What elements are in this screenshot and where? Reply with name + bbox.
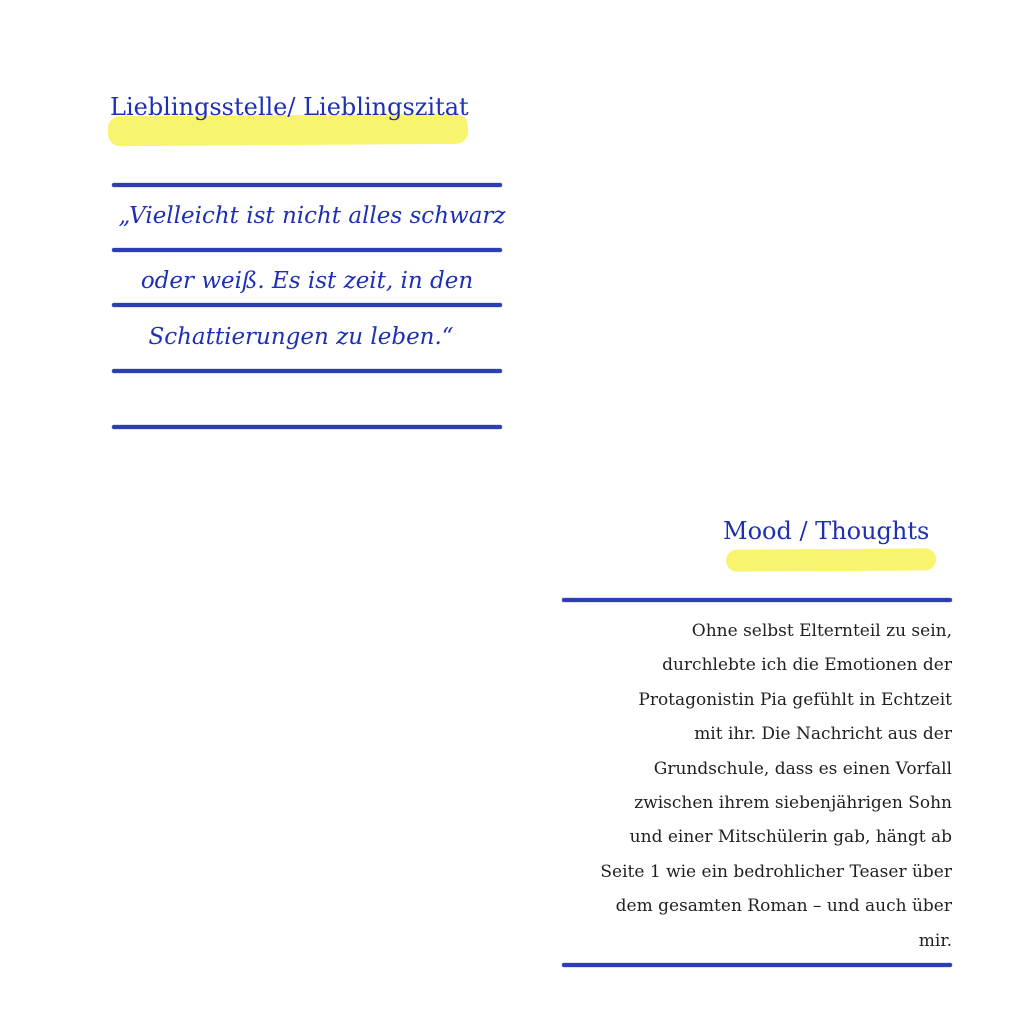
mood-line: Seite 1 wie ein bedrohlicher Teaser über	[600, 861, 952, 882]
quote-line: Schattierungen zu leben.“	[148, 324, 454, 350]
quote-line: oder weiß. Es ist zeit, in den	[140, 268, 474, 294]
mood-line: zwischen ihrem siebenjährigen Sohn	[634, 793, 952, 814]
mood-line: Ohne selbst Elternteil zu sein,	[691, 621, 952, 641]
mood-line: mir.	[918, 930, 952, 951]
mood-paragraph	[540, 614, 952, 958]
quote-rule	[112, 248, 502, 252]
mood-rule	[562, 963, 952, 967]
heading-highlight	[726, 548, 936, 571]
mood-line: durchlebte ich die Emotionen der	[662, 655, 952, 676]
favorite-quote-heading: Lieblingsstelle/ Lieblingszitat	[110, 93, 469, 121]
quote-line: „Vielleicht ist nicht alles schwarz	[118, 203, 506, 229]
mood-line: Grundschule, dass es einen Vorfall	[653, 758, 952, 779]
quote-rule	[112, 303, 502, 307]
mood-line: Protagonistin Pia gefühlt in Echtzeit	[638, 689, 952, 710]
quote-rule	[112, 369, 502, 373]
mood-line: und einer Mitschülerin gab, hängt ab	[629, 827, 952, 848]
quote-rule	[112, 425, 502, 429]
mood-line: dem gesamten Roman – und auch über	[615, 896, 952, 917]
mood-rule	[562, 598, 952, 602]
mood-line: mit ihr. Die Nachricht aus der	[694, 724, 952, 745]
mood-heading: Mood / Thoughts	[723, 517, 930, 545]
quote-rule	[112, 183, 502, 187]
